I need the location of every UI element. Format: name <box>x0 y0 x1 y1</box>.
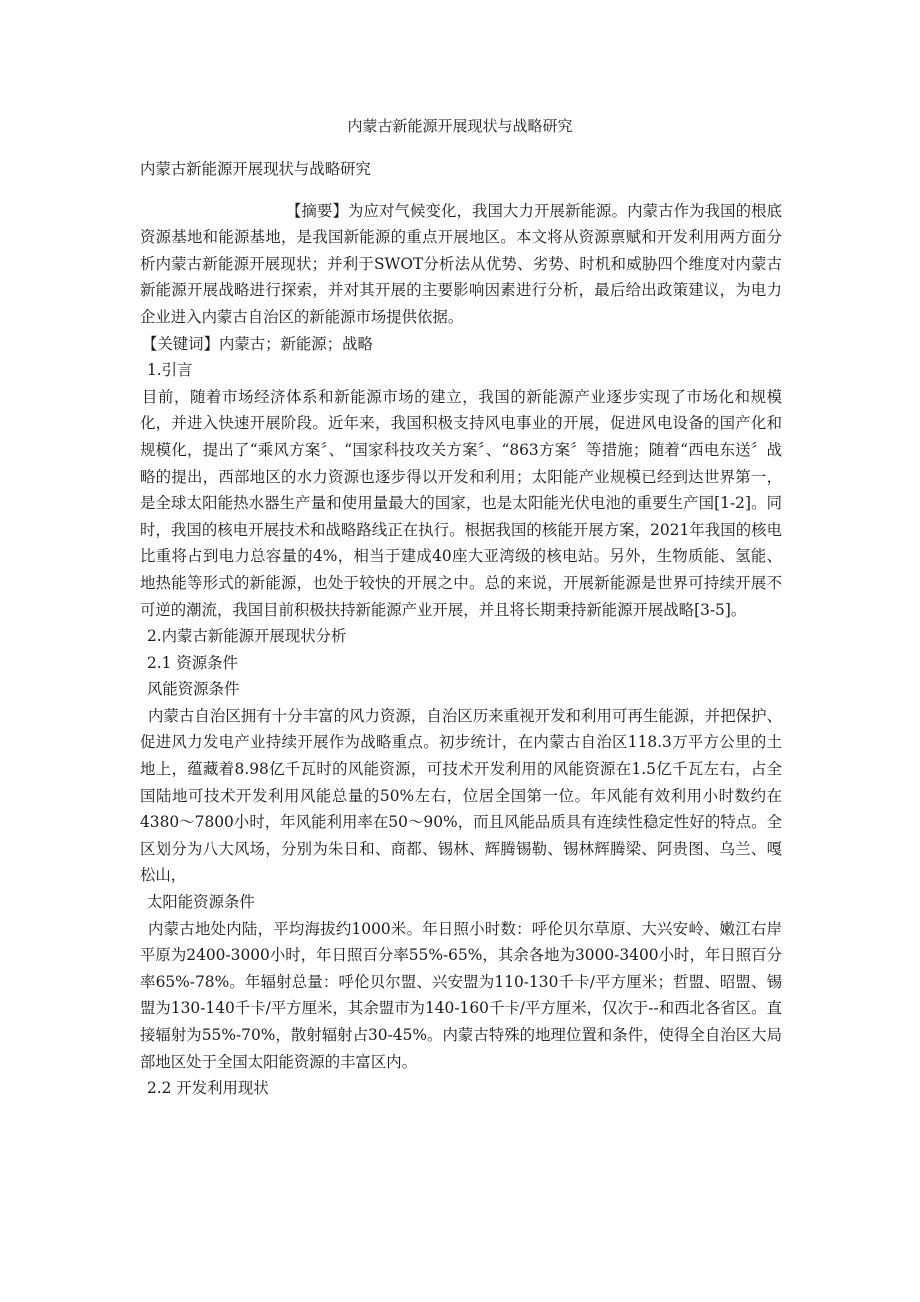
keywords-line: 【关键词】内蒙古；新能源；战略 <box>142 334 373 353</box>
solar-resource-paragraph: 内蒙古地处内陆，平均海拔约1000米。年日照小时数：呼伦贝尔草原、大兴安岭、嫩江右岸平原为2400-3000小时，年日照百分率55%-65%，其余各地为3000-3400小时，年日照百分率65%-78%。年辐射总量：呼伦贝尔盟、兴安盟为110-130千卡/平方厘米；哲盟、昭盟、锡盟为130-140千卡/平方厘米，其余盟市为140-160千卡/平方厘米，仅次于--和西北各省区。直接辐射为55%-70%，散射辐射占30-45%。内蒙古特殊的地理位置和条件，使得全自治区大局部地区处于全国太阳能资源的丰富区内。 <box>140 919 782 1071</box>
wind-resource-heading: 风能资源条件 <box>147 680 240 699</box>
section-2-1-heading: 2.1 资源条件 <box>147 653 238 672</box>
document-subtitle: 内蒙古新能源开展现状与战略研究 <box>140 160 371 178</box>
section-2-2-heading: 2.2 开发利用现状 <box>147 1079 269 1098</box>
wind-resource-paragraph: 内蒙古自治区拥有十分丰富的风力资源，自治区历来重视开发和利用可再生能源，并把保护、促进风力发电产业持续开展作为战略重点。初步统计，在内蒙古自治区118.3万平方公里的土地上，蕴藏着8.98亿千瓦时的风能资源，可技术开发利用的风能资源在1.5亿千瓦左右，占全国陆地可技术开发利用风能总量的50%左右，位居全国第一位。年风能有效利用小时数约在4380～7800小时，年风能利用率在50～90%，而且风能品质具有连续性稳定性好的特点。全区划分为八大风场，分别为朱日和、商都、锡林、辉腾锡勒、锡林辉腾梁、阿贵图、乌兰、嘎松山， <box>140 706 782 885</box>
section-1-paragraph: 目前，随着市场经济体系和新能源市场的建立，我国的新能源产业逐步实现了市场化和规模化，并进入快速开展阶段。近年来，我国积极支持风电事业的开展，促进风电设备的国产化和规模化，提出了“乘风方案〞、“国家科技攻关方案〞、“863方案〞等措施；随着“西电东送〞战略的提出，西部地区的水力资源也逐步得以开发和利用；太阳能产业规模已经到达世界第一，是全球太阳能热水器生产量和使用量最大的国家，也是太阳能光伏电池的重要生产国[1-2]。同时，我国的核电开展技术和战略路线正在执行。根据我国的核能开展方案，2021年我国的核电比重将占到电力总容量的4%，相当于建成40座大亚湾级的核电站。另外，生物质能、氢能、地热能等形式的新能源，也处于较快的开展之中。总的来说，开展新能源是世界可持续开展不可逆的潮流，我国目前积极扶持新能源产业开展，并且将长期秉持新能源开展战略[3-5]。 <box>140 387 782 619</box>
abstract-paragraph: 【摘要】为应对气候变化，我国大力开展新能源。内蒙古作为我国的根底资源基地和能源基地，是我国新能源的重点开展地区。本文将从资源禀赋和开发利用两方面分析内蒙古新能源开展现状；并利于SWOT分析法从优势、劣势、时机和威胁四个维度对内蒙古新能源开展战略进行探索，并对其开展的主要影响因素进行分析，最后给出政策建议，为电力企业进入内蒙古自治区的新能源市场提供依据。 <box>140 201 782 326</box>
document-body <box>140 156 782 1102</box>
section-1-heading: 1.引言 <box>147 361 193 380</box>
page-title: 内蒙古新能源开展现状与战略研究 <box>347 117 573 135</box>
section-2-heading: 2.内蒙古新能源开展现状分析 <box>147 627 347 646</box>
solar-resource-heading: 太阳能资源条件 <box>147 893 255 912</box>
